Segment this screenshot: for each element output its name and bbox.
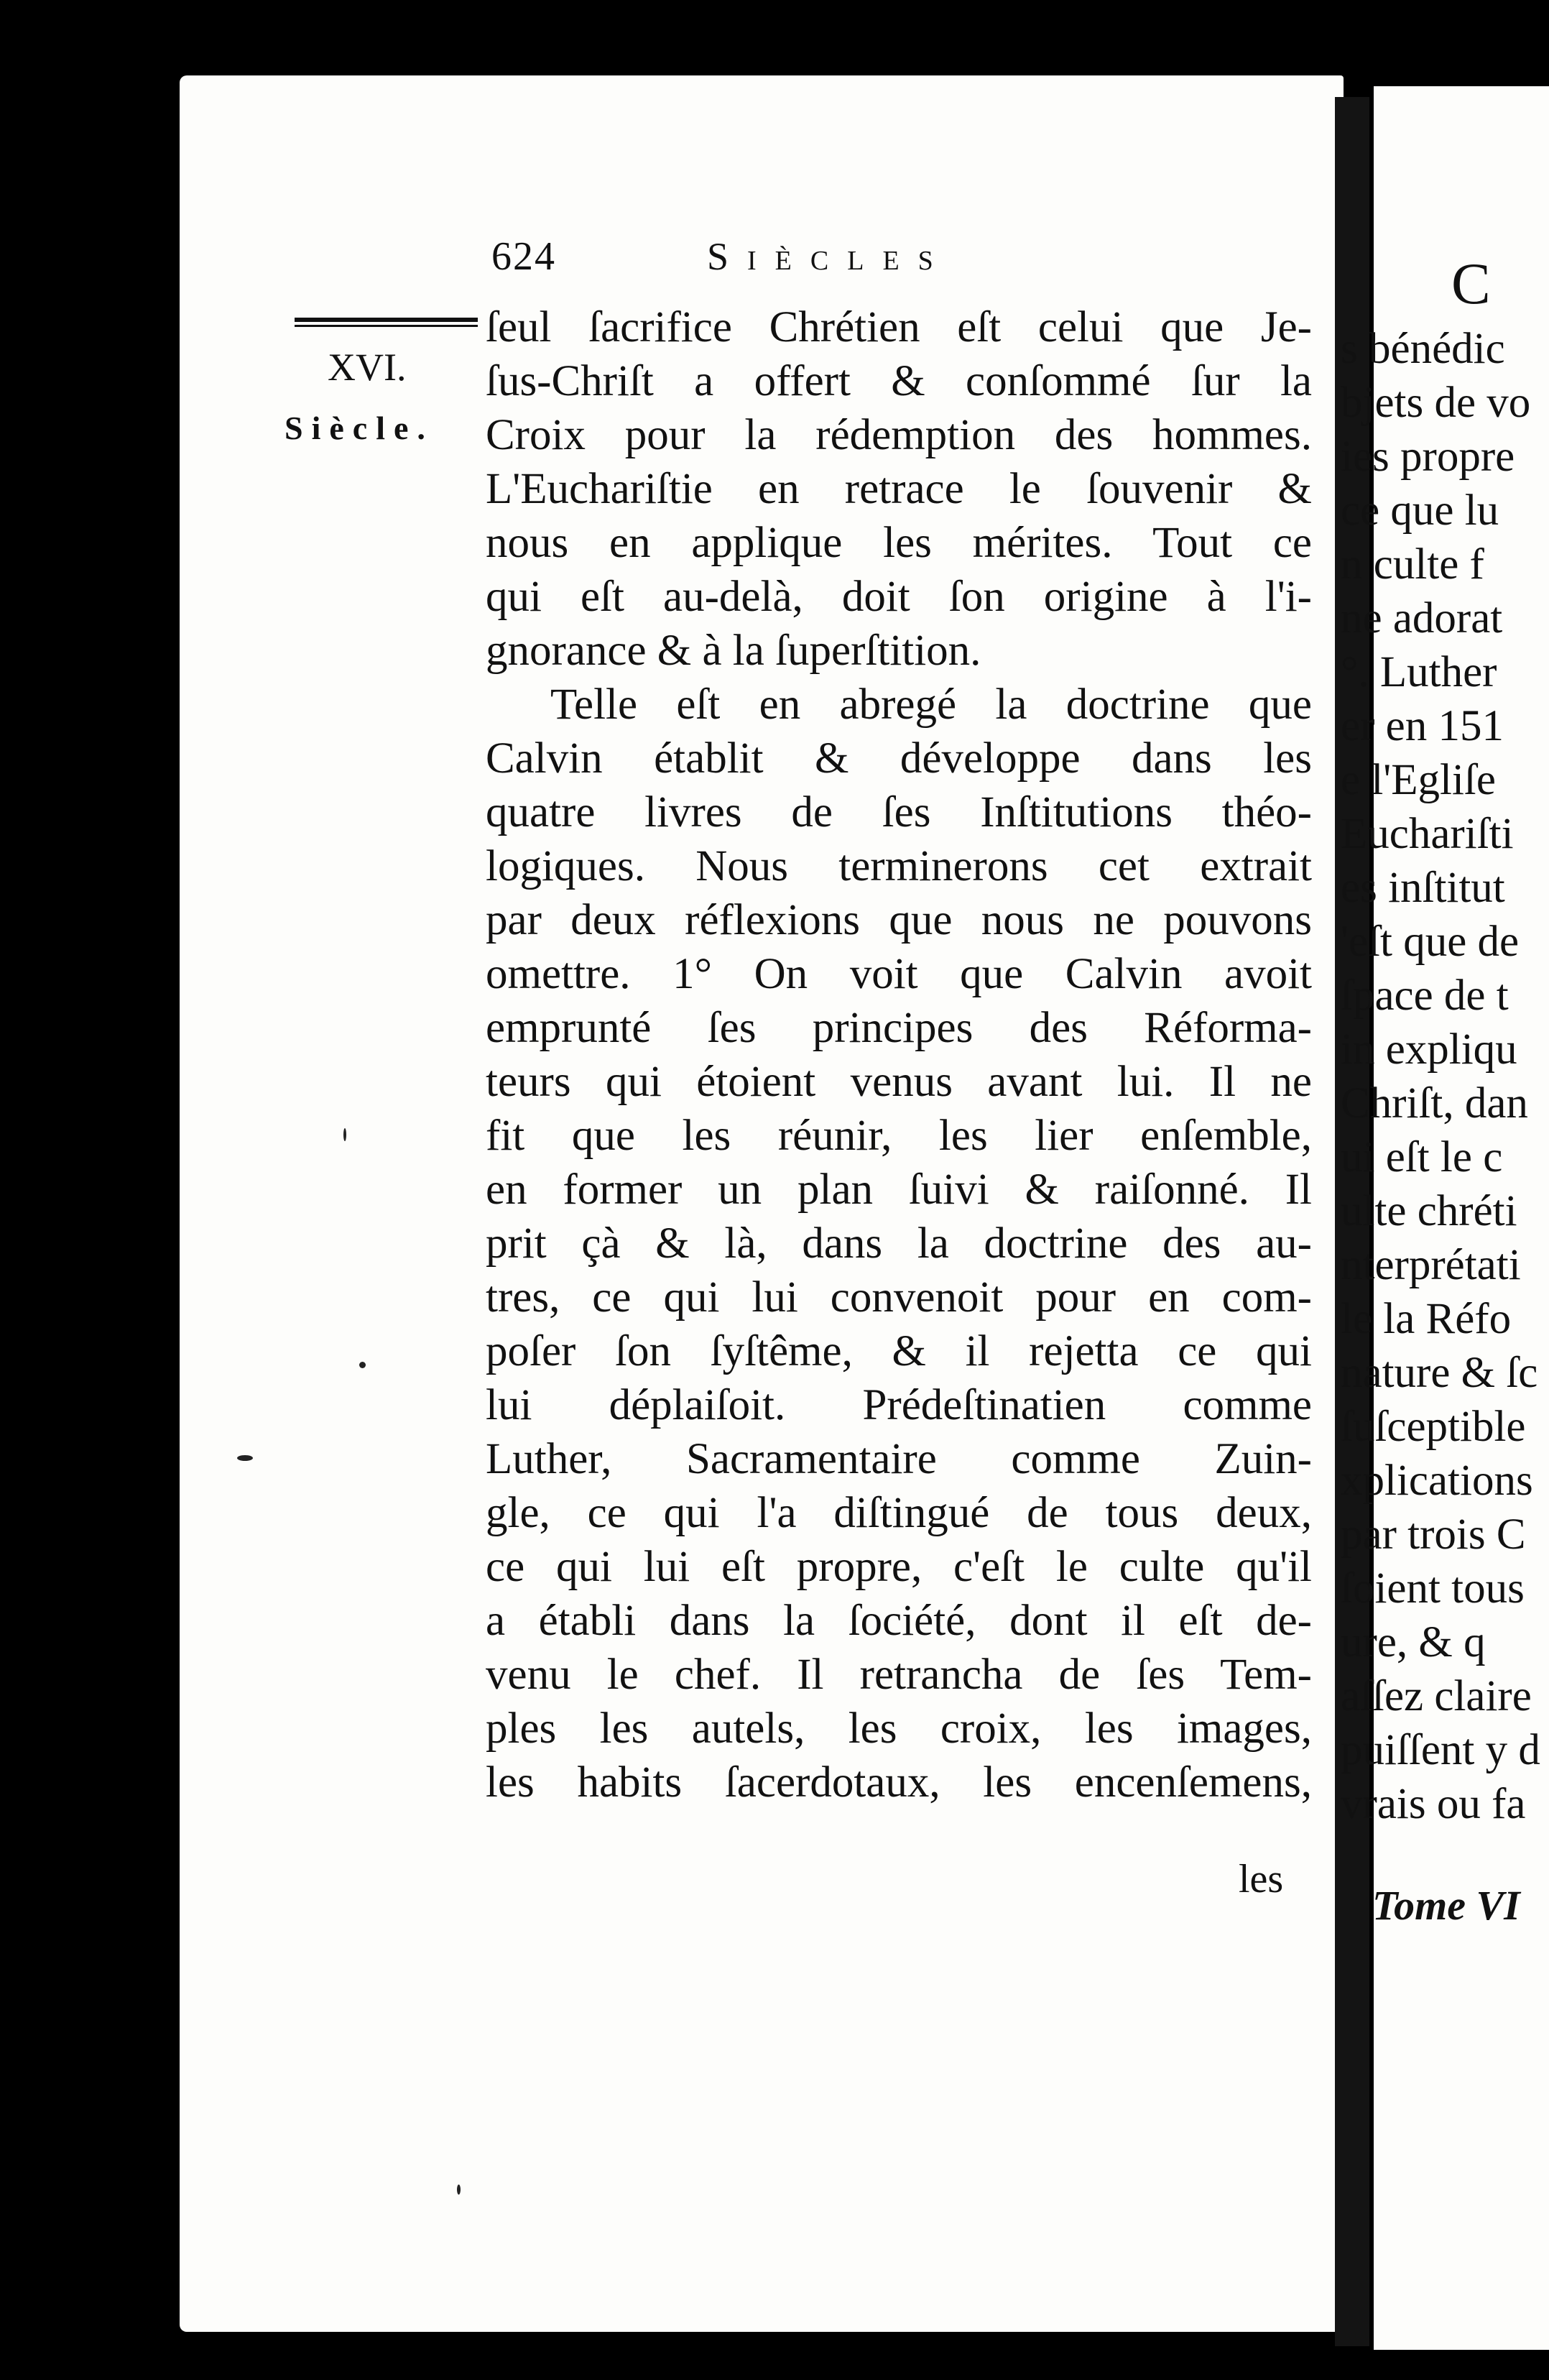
- text-line: en former un plan ſuivi & raiſonné. Il: [486, 1166, 1312, 1214]
- text-line: prit çà & là, dans la doctrine des au-: [486, 1219, 1312, 1268]
- right-page-header-letter: C: [1451, 251, 1491, 316]
- text-line: a établi dans la ſociété, dont il eſt de-: [486, 1597, 1312, 1645]
- right-text-line: ies propre: [1341, 433, 1515, 481]
- right-text-line: e l'Egliſe: [1341, 756, 1496, 804]
- right-text-line: s bénédic: [1341, 325, 1505, 373]
- right-text-line: ne adorat: [1341, 594, 1503, 642]
- text-line: ſus-Chriſt a offert & conſommé ſur la: [486, 357, 1312, 405]
- text-line: ce qui lui eſt propre, c'eſt le culte qu'il: [486, 1543, 1312, 1591]
- text-line: Luther, Sacramentaire comme Zuin-: [486, 1435, 1312, 1483]
- text-line: lui déplaiſoit. Prédeſtinatien comme: [486, 1381, 1312, 1429]
- right-page-footer: Tome VI: [1372, 1882, 1520, 1929]
- margin-rule: [295, 318, 478, 322]
- text-line: fit que les réunir, les lier enſemble,: [486, 1112, 1312, 1160]
- right-text-line: nterprétati: [1341, 1241, 1521, 1289]
- text-line: gnorance & à la ſuperſtition.: [486, 627, 981, 675]
- right-text-line: ui eſt le c: [1341, 1133, 1503, 1181]
- page-number: 624: [491, 234, 556, 279]
- right-text-line: °. Luther: [1341, 648, 1497, 696]
- text-line: logiques. Nous terminerons cet extrait: [486, 842, 1312, 890]
- text-line: les habits ſacerdotaux, les encenſemens,: [486, 1758, 1312, 1807]
- text-line: teurs qui étoient venus avant lui. Il ne: [486, 1058, 1312, 1106]
- scan-speck: [457, 2185, 461, 2195]
- right-text-line: ſoient tous: [1341, 1564, 1525, 1613]
- right-text-line: le la Réfo: [1341, 1295, 1512, 1343]
- text-line: poſer ſon ſyſtême, & il rejetta ce qui: [486, 1327, 1312, 1375]
- text-line: ples les autels, les croix, les images,: [486, 1705, 1312, 1753]
- text-line: gle, ce qui l'a diſtingué de tous deux,: [486, 1489, 1312, 1537]
- right-text-line: vrais ou fa: [1341, 1780, 1526, 1828]
- scan-speck: [359, 1362, 366, 1368]
- right-text-line: ſuſceptible: [1341, 1403, 1526, 1451]
- right-text-line: nature & ſc: [1341, 1349, 1538, 1397]
- text-line: tres, ce qui lui convenoit pour en com-: [486, 1273, 1312, 1322]
- right-text-line: n culte f: [1341, 540, 1484, 589]
- text-line: ſeul ſacrifice Chrétien eſt celui que Je-: [486, 303, 1312, 351]
- right-text-line: aſſez claire: [1341, 1672, 1532, 1720]
- right-text-line: par trois C: [1341, 1510, 1526, 1559]
- right-text-line: ure, & q: [1341, 1618, 1486, 1666]
- right-text-line: ſpace de t: [1341, 972, 1509, 1020]
- text-line: par deux réflexions que nous ne pouvons: [486, 896, 1312, 944]
- text-line: quatre livres de ſes Inſtitutions théo-: [486, 788, 1312, 836]
- right-text-line: ulte chréti: [1341, 1187, 1517, 1235]
- right-text-line: Chriſt, dan: [1341, 1079, 1528, 1127]
- margin-note-siecle: Siècle.: [285, 410, 434, 446]
- right-text-line: in expliqu: [1341, 1025, 1517, 1074]
- text-line: omettre. 1° On voit que Calvin avoit: [486, 950, 1312, 998]
- right-text-line: puiſſent y d: [1341, 1726, 1540, 1774]
- scan-speck: [237, 1455, 253, 1461]
- scan-speck: [343, 1128, 346, 1141]
- text-line: Telle eſt en abregé la doctrine que: [550, 681, 1312, 729]
- margin-note-century: XVI.: [328, 346, 407, 389]
- body-text: [486, 300, 1312, 1809]
- right-text-line: 'eſt que de: [1341, 918, 1520, 966]
- text-line: emprunté ſes principes des Réforma-: [486, 1004, 1312, 1052]
- catchword: les: [1239, 1857, 1284, 1901]
- text-line: Calvin établit & développe dans les: [486, 734, 1312, 783]
- text-line: qui eſt au-delà, doit ſon origine à l'i-: [486, 573, 1312, 621]
- right-text-line: xplications: [1341, 1457, 1533, 1505]
- right-text-line: bjets de vo: [1341, 379, 1531, 427]
- right-text-line: es inſtitut: [1341, 864, 1505, 912]
- text-line: Croix pour la rédemption des hommes.: [486, 411, 1312, 459]
- text-line: L'Euchariſtie en retrace le ſouvenir &: [486, 465, 1312, 513]
- running-head: [491, 231, 1081, 282]
- right-text-line: Euchariſti: [1341, 810, 1514, 858]
- margin-rule-thin: [295, 325, 478, 327]
- right-text-line: ce que lu: [1341, 486, 1499, 535]
- text-line: nous en applique les mérites. Tout ce: [486, 519, 1312, 567]
- text-line: venu le chef. Il retrancha de ſes Tem-: [486, 1651, 1312, 1699]
- right-text-line: er en 151: [1341, 702, 1504, 750]
- right-page-text: [1341, 322, 1549, 1831]
- running-title: Siècles: [707, 235, 952, 278]
